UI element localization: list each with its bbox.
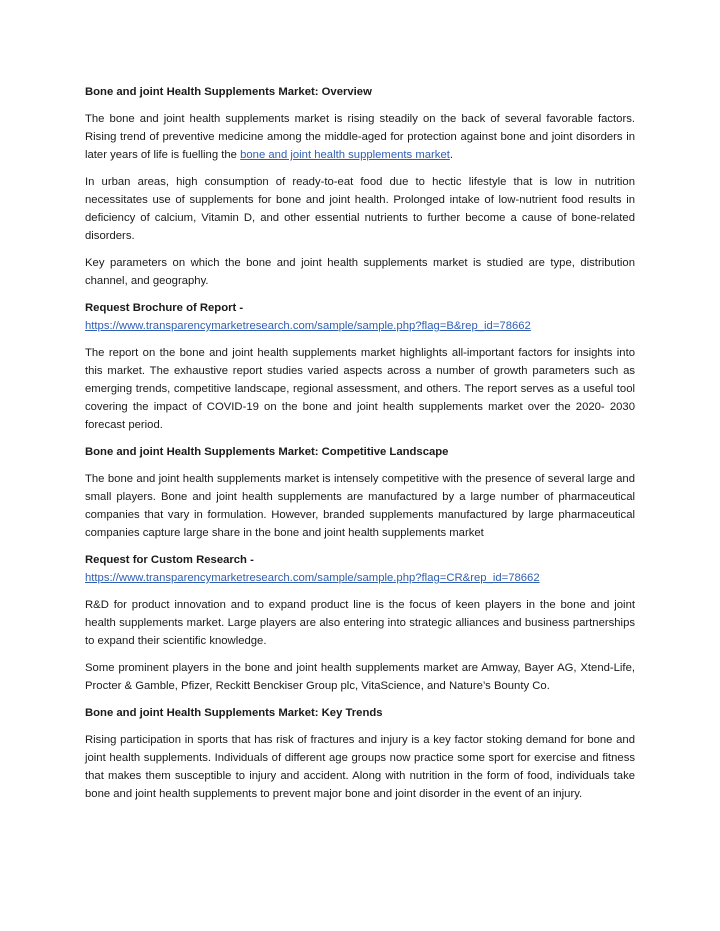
paragraph-report-overview: The report on the bone and joint health supplements market highlights all-important factors for insights into this market. The exhaustive report studies varied aspects across a number of growth parameters such as emerging trends, competitive landscape, regional assessment, and others. The report serves as a useful tool covering the impact of COVID-19 on the bone and joint health supplements market over the 2020- 2030 forecast period. [85, 347, 635, 431]
brochure-label: Request Brochure of Report - [85, 302, 244, 314]
brochure-link[interactable]: https://www.transparencymarketresearch.com/sample/sample.php?flag=B&rep_id=78662 [85, 320, 531, 332]
paragraph-end: . [449, 149, 454, 161]
paragraph-urban-areas: In urban areas, high consumption of ready-to-eat food due to hectic lifestyle that is low in nutrition necessitates use of supplements for bone and joint health. Prolonged intake of low-nutrient food results in deficiency of calcium, Vitamin D, and other essential nutrients to further become a cause of bone-related disorders. [85, 176, 635, 242]
market-link[interactable]: bone and joint health supplements market [240, 149, 450, 161]
paragraph-rnd: R&D for product innovation and to expand product line is the focus of keen players in the bone and joint health supplements market. Large players are also entering into strategic alliances and business partnerships to expand their scientific knowledge. [85, 599, 635, 647]
custom-research-link[interactable]: https://www.transparencymarketresearch.com/sample/sample.php?flag=CR&rep_id=78662 [85, 572, 540, 584]
heading-overview: Bone and joint Health Supplements Market: Overview [85, 86, 372, 98]
document-page [85, 83, 635, 812]
paragraph-key-parameters: Key parameters on which the bone and joint health supplements market is studied are type, distribution channel, and geography. [85, 257, 635, 287]
paragraph-competitive: The bone and joint health supplements market is intensely competitive with the presence of several large and small players. Bone and joint health supplements are manufactured by a large number of pharmaceutical companies that vary in formulation. However, branded supplements manufactured by large pharmaceutical companies capture large share in the bone and joint health supplements market [85, 473, 635, 539]
custom-research-request [85, 551, 635, 587]
brochure-request [85, 299, 635, 335]
paragraph-players: Some prominent players in the bone and joint health supplements market are Amway, Bayer AG, Xtend-Life, Procter & Gamble, Pfizer, Reckitt Benckiser Group plc, VitaScience, and Nature’s Bounty Co. [85, 662, 635, 692]
heading-key-trends: Bone and joint Health Supplements Market: Key Trends [85, 707, 383, 719]
paragraph-key-trends: Rising participation in sports that has risk of fractures and injury is a key factor stoking demand for bone and joint health supplements. Individuals of different age groups now practice some sport for exercise and fitness that makes them susceptible to injury and accident. Along with nutrition in the form of food, individuals take bone and joint health supplements to prevent major bone and joint disorder in the event of an injury. [85, 734, 635, 800]
paragraph-overview-intro [85, 110, 635, 164]
paragraph-text: The bone and joint health supplements market is rising steadily on the back of several favorable factors. Rising trend of preventive medicine among the middle-aged for protection against bone and joint disorders in later years of life is fuelling the [85, 113, 635, 161]
custom-research-label: Request for Custom Research - [85, 554, 254, 566]
heading-competitive-landscape: Bone and joint Health Supplements Market: Competitive Landscape [85, 446, 449, 458]
